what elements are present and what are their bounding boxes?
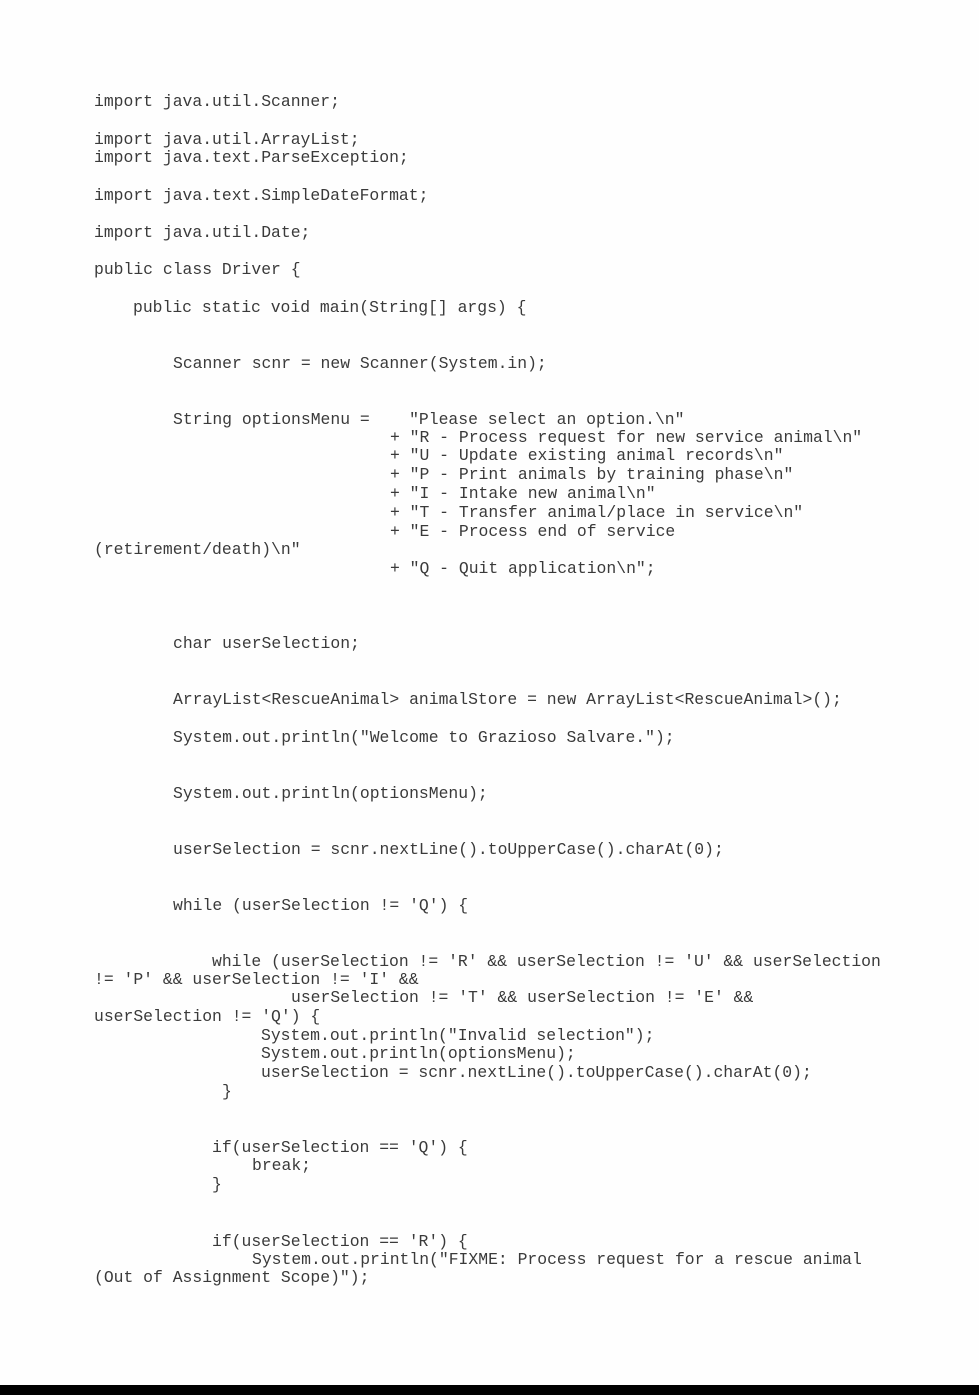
- code-line-validation-cont: userSelection != 'T' && userSelection != 'E' &&: [291, 988, 754, 1007]
- code-line-menu-u: + "U - Update existing animal records\n": [390, 446, 784, 465]
- code-line-fixme-wrap: (Out of Assignment Scope)");: [94, 1268, 370, 1287]
- code-line-class-declaration: public class Driver {: [94, 260, 301, 279]
- code-line-reread-selection: userSelection = scnr.nextLine().toUpperCase().charAt(0);: [261, 1063, 812, 1082]
- code-line-break: break;: [252, 1156, 312, 1175]
- code-line-menu-e-wrap: (retirement/death)\n": [94, 540, 301, 559]
- code-line-char-declaration: char userSelection;: [173, 634, 360, 653]
- code-line-scanner-init: Scanner scnr = new Scanner(System.in);: [173, 354, 547, 373]
- code-line-animal-store: ArrayList<RescueAnimal> animalStore = new ArrayList<RescueAnimal>();: [173, 690, 842, 709]
- code-line-fixme-print: System.out.println("FIXME: Process request for a rescue animal: [252, 1250, 862, 1269]
- code-line-menu-t: + "T - Transfer animal/place in service\n": [390, 503, 804, 522]
- code-line-options-menu: String optionsMenu = "Please select an option.\n": [173, 410, 685, 429]
- code-line-import-parseexception: import java.text.ParseException;: [94, 148, 409, 167]
- code-line-while-not-q: while (userSelection != 'Q') {: [173, 896, 469, 915]
- code-line-validation-wrap-2: userSelection != 'Q') {: [94, 1007, 321, 1026]
- code-line-close-brace: }: [222, 1082, 232, 1101]
- bottom-bar: [0, 1385, 979, 1395]
- code-line-menu-r: + "R - Process request for new service animal\n": [390, 428, 863, 447]
- code-line-if-r: if(userSelection == 'R') {: [212, 1232, 468, 1251]
- code-line-validation-while: while (userSelection != 'R' && userSelection != 'U' && userSelection: [212, 952, 881, 971]
- code-line-import-simpledateformat: import java.text.SimpleDateFormat;: [94, 186, 429, 205]
- code-line-welcome-print: System.out.println("Welcome to Grazioso Salvare.");: [173, 728, 675, 747]
- code-line-main-method: public static void main(String[] args) {: [133, 298, 527, 317]
- code-line-import-arraylist: import java.util.ArrayList;: [94, 130, 360, 149]
- code-line-if-q: if(userSelection == 'Q') {: [212, 1138, 468, 1157]
- code-line-menu-p: + "P - Print animals by training phase\n": [390, 465, 794, 484]
- code-line-import-date: import java.util.Date;: [94, 223, 311, 242]
- code-line-print-menu: System.out.println(optionsMenu);: [173, 784, 488, 803]
- code-line-menu-q: + "Q - Quit application\n";: [390, 559, 656, 578]
- code-line-read-selection: userSelection = scnr.nextLine().toUpperCase().charAt(0);: [173, 840, 724, 859]
- code-line-import-scanner: import java.util.Scanner;: [94, 92, 340, 111]
- code-line-validation-wrap-1: != 'P' && userSelection != 'I' &&: [94, 970, 419, 989]
- code-line-invalid-print: System.out.println("Invalid selection");: [261, 1026, 655, 1045]
- code-line-close-brace-if-q: }: [212, 1175, 222, 1194]
- code-line-reprint-menu: System.out.println(optionsMenu);: [261, 1044, 576, 1063]
- code-line-menu-e: + "E - Process end of service: [390, 522, 676, 541]
- code-line-menu-i: + "I - Intake new animal\n": [390, 484, 656, 503]
